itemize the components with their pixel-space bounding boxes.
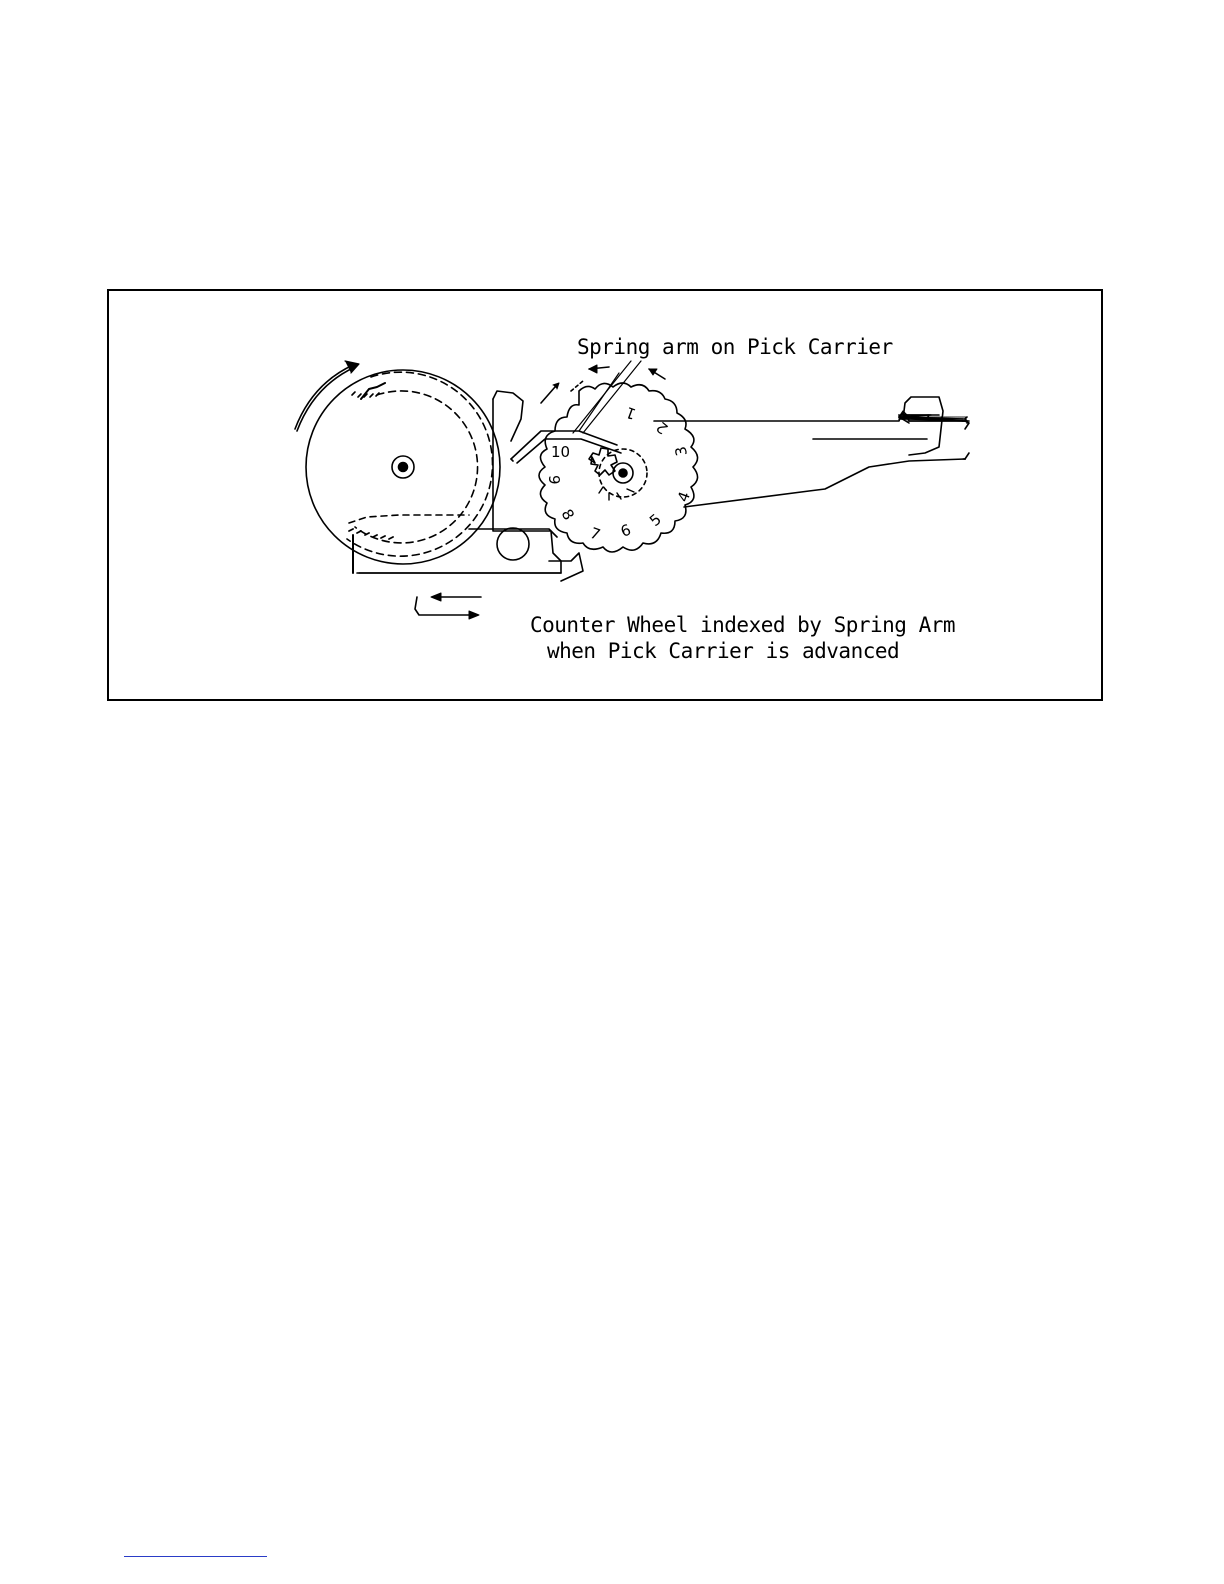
wheel-number-7: 7 <box>587 523 603 545</box>
footnote-rule <box>124 1556 267 1557</box>
caption-line-2: when Pick Carrier is advanced <box>547 639 900 663</box>
spring-arm-leader-2 <box>573 361 631 433</box>
caption-line-1: Counter Wheel indexed by Spring Arm <box>530 613 956 637</box>
wheel-number-3: 3 <box>671 444 691 458</box>
figure-frame <box>107 289 1103 701</box>
callout-spring-arm: Spring arm on Pick Carrier <box>577 335 893 359</box>
wheel-number-1: 1 <box>623 402 639 424</box>
wheel-number-9: 9 <box>545 475 563 485</box>
wheel-number-4: 4 <box>673 489 695 505</box>
wheel-number-10: 10 <box>551 443 571 461</box>
pick-carrier-body <box>357 391 583 581</box>
reel-rotation-arrow <box>295 361 359 431</box>
wheel-number-8: 8 <box>557 506 578 524</box>
wheel-number-2: 2 <box>652 417 672 438</box>
wheel-number-6: 6 <box>618 520 634 541</box>
pick-carrier-lever <box>654 397 969 507</box>
carrier-motion-arrows <box>415 593 481 619</box>
reel-wheel <box>306 370 500 573</box>
wheel-number-5: 5 <box>646 510 665 531</box>
